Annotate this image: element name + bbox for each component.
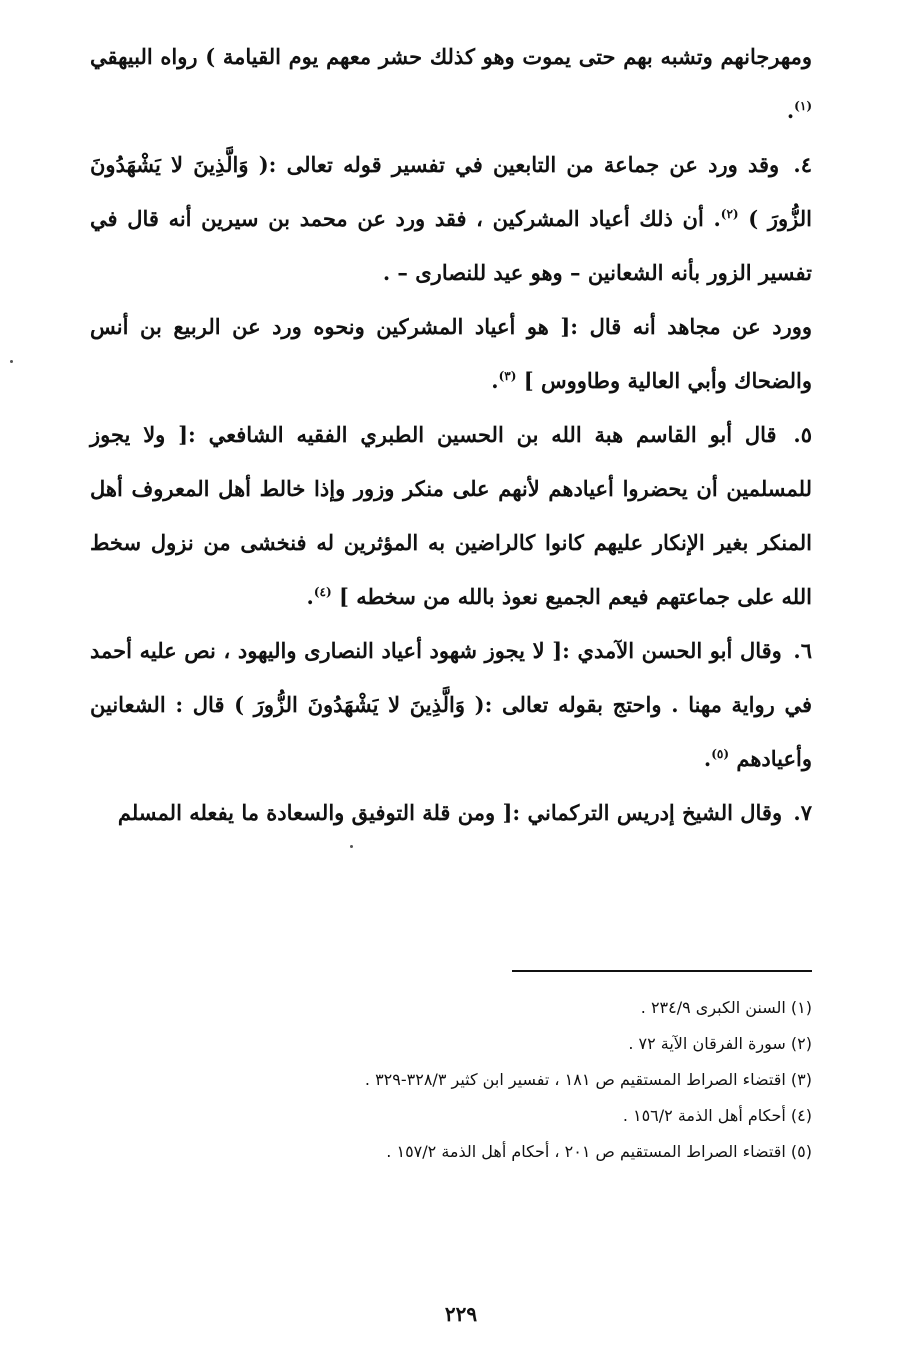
main-text [90,30,812,840]
paragraph-number: ٤. [793,152,812,177]
paragraph-text: وقال أبو الحسن الآمدي :[ لا يجوز شهود أعياد النصارى واليهود ، نص عليه أحمد في رواية مهنا . واحتج بقوله تعالى :( وَالَّذِينَ لا يَشْهَدُونَ الزُّورَ ) قال : الشعانين وأعيادهم [90,638,812,771]
paragraph-5 [90,408,812,624]
paragraph-number: ٥. [793,422,813,447]
paragraph-number: ٦. [793,638,813,663]
footnote-3: (٣) اقتضاء الصراط المستقيم ص ١٨١ ، تفسير ابن كثير ٣٢٨/٣-٣٢٩ . [364,1070,812,1089]
paragraph-4-continued [90,300,812,408]
footnote-ref: (٣) [498,369,517,383]
footnote-ref: (٤) [313,585,332,599]
paragraph-text: وورد عن مجاهد أنه قال :[ هو أعياد المشركين ونحوه ورد عن الربيع بن أنس والضحاك وأبي العالية وطاووس ] [90,314,812,393]
scan-speck [10,360,13,363]
footnote-4: (٤) أحكام أهل الذمة ١٥٦/٢ . [622,1106,812,1125]
paragraph-tail: . [703,746,712,771]
page-number: ٢٢٩ [444,1302,478,1326]
paragraph-7 [90,786,812,840]
paragraph-text: ومهرجانهم وتشبه بهم حتى يموت وهو كذلك حشر معهم يوم القيامة ) رواه البيهقي [90,44,812,69]
footnote-2: (٢) سورة الفرقان الآية ٧٢ . [628,1034,812,1053]
footnote-ref: (٢) [720,207,739,221]
paragraph-tail: . [786,98,795,123]
scan-speck [350,845,353,848]
paragraph-4 [90,138,812,300]
paragraph-tail: . أن ذلك أعياد المشركين ، فقد ورد عن محمد بن سيرين أنه قال في تفسير الزور بأنه الشعانين – وهو عيد للنصارى – . [90,206,812,285]
footnote-5: (٥) اقتضاء الصراط المستقيم ص ٢٠١ ، أحكام أهل الذمة ١٥٧/٢ . [386,1142,812,1161]
paragraph-tail: . [491,368,499,393]
footnotes [162,990,812,1170]
paragraph-continuation [90,30,812,138]
page-body [90,30,812,840]
footnote-ref: (٥) [711,747,730,761]
paragraph-text: وقد ورد عن جماعة من التابعين في تفسير قوله تعالى :( وَالَّذِينَ لا يَشْهَدُونَ الزُّورَ ) [90,152,812,231]
paragraph-6 [90,624,812,786]
paragraph-text: قال أبو القاسم هبة الله بن الحسين الطبري الفقيه الشافعي :[ ولا يجوز للمسلمين أن يحضروا أعيادهم لأنهم على منكر وزور وإذا خالط أهل المعروف أهل المنكر بغير الإنكار عليهم كانوا كالراضين به المؤثرين له فنخشى من نزول سخط الله على جماعتهم فيعم الجميع نعوذ بالله من سخطه ] [90,422,812,609]
footnote-1: (١) السنن الكبرى ٢٣٤/٩ . [640,998,812,1017]
footnote-divider [512,970,812,972]
footnote-ref: (١) [794,99,812,113]
paragraph-text: وقال الشيخ إدريس التركماني :[ ومن قلة التوفيق والسعادة ما يفعله المسلم [117,800,783,825]
paragraph-number: ٧. [793,800,812,825]
paragraph-tail: . [306,584,314,609]
